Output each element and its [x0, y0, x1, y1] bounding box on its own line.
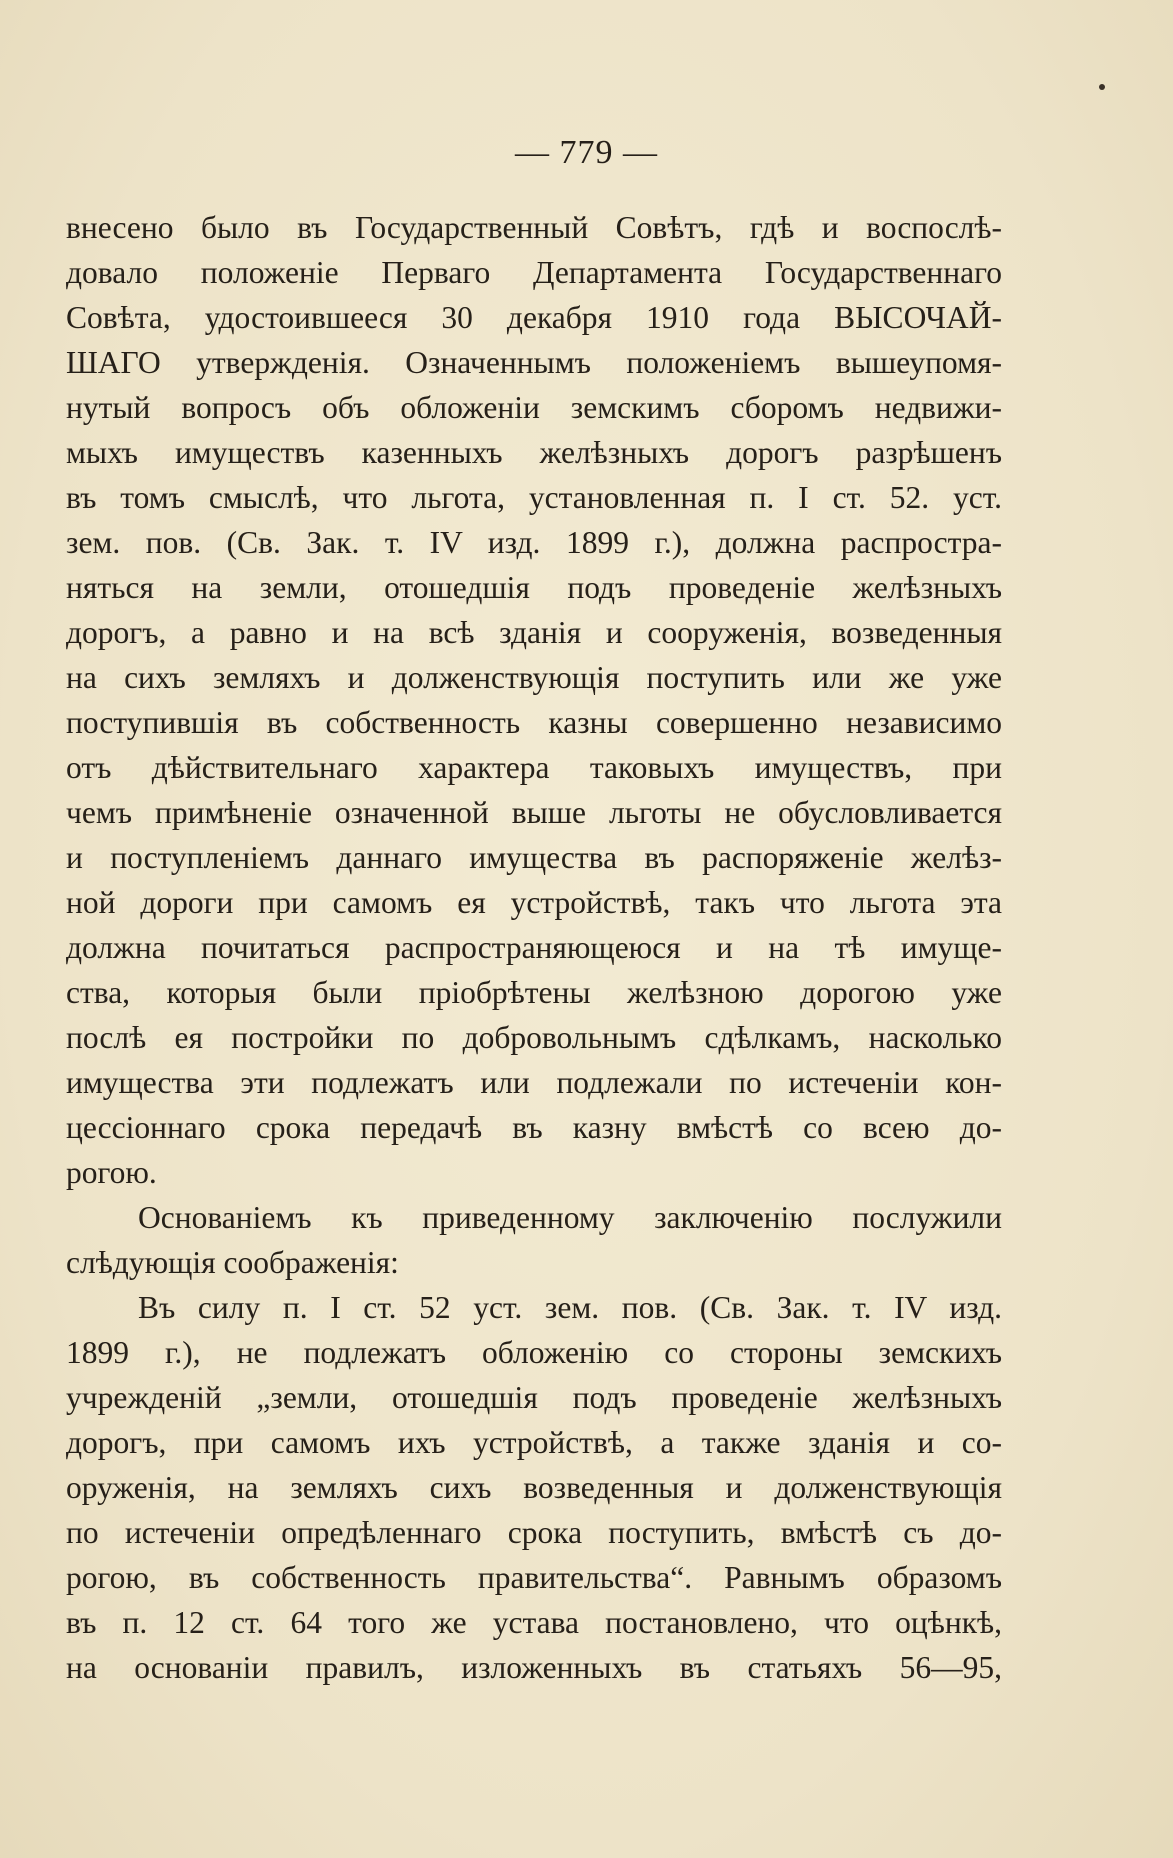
text-line: ШАГО утвержденія. Означеннымъ положеніемъ вышеупомя- — [66, 345, 1002, 380]
text-line: внесено было въ Государственный Совѣтъ, гдѣ и воспослѣ- — [66, 210, 1002, 245]
text-line: отъ дѣйствительнаго характера таковыхъ имуществъ, при — [66, 750, 1002, 785]
text-line: имущества эти подлежатъ или подлежали по истеченіи кон- — [66, 1065, 1002, 1100]
text-line: дорогъ, а равно и на всѣ зданія и сооруженія, возведенныя — [66, 615, 1002, 650]
text-line: цессіоннаго срока передачѣ въ казну вмѣстѣ со всею до- — [66, 1110, 1002, 1145]
text-line: ства, которыя были пріобрѣтены желѣзною дорогою уже — [66, 975, 1002, 1010]
text-line: послѣ ея постройки по добровольнымъ сдѣлкамъ, насколько — [66, 1020, 1002, 1055]
text-line: должна почитаться распространяющеюся и на тѣ имуще- — [66, 930, 1002, 965]
text-line: 1899 г.), не подлежатъ обложенію со стороны земскихъ — [66, 1335, 1002, 1370]
text-line: Въ силу п. I ст. 52 уст. зем. пов. (Св. Зак. т. IV изд. — [138, 1290, 1002, 1325]
text-line: въ томъ смыслѣ, что льгота, установленная п. I ст. 52. уст. — [66, 480, 1002, 515]
text-line: Совѣта, удостоившееся 30 декабря 1910 года ВЫСОЧАЙ- — [66, 300, 1002, 335]
text-line: учрежденій „земли, отошедшія подъ проведеніе желѣзныхъ — [66, 1380, 1002, 1415]
text-line: довало положеніе Перваго Департамента Государственнаго — [66, 255, 1002, 290]
ink-speck — [1099, 84, 1105, 90]
text-line: дорогъ, при самомъ ихъ устройствѣ, а также зданія и со- — [66, 1425, 1002, 1460]
text-line: оруженія, на земляхъ сихъ возведенныя и долженствующія — [66, 1470, 1002, 1505]
text-line: ной дороги при самомъ ея устройствѣ, такъ что льгота эта — [66, 885, 1002, 920]
text-line: на сихъ земляхъ и долженствующія поступить или же уже — [66, 660, 1002, 695]
body-text — [66, 205, 1002, 1690]
text-line: рогою. — [66, 1155, 157, 1190]
text-line: чемъ примѣненіе означенной выше льготы не обусловливается — [66, 795, 1002, 830]
text-line: на основаніи правилъ, изложенныхъ въ статьяхъ 56—95, — [66, 1650, 1002, 1685]
text-line: въ п. 12 ст. 64 того же устава постановлено, что оцѣнкѣ, — [66, 1605, 1002, 1640]
text-line: мыхъ имуществъ казенныхъ желѣзныхъ дорогъ разрѣшенъ — [66, 435, 1002, 470]
page-number: — 779 — — [515, 134, 658, 171]
text-line: няться на земли, отошедшія подъ проведеніе желѣзныхъ — [66, 570, 1002, 605]
text-line: нутый вопросъ объ обложеніи земскимъ сборомъ недвижи- — [66, 390, 1002, 425]
text-line: рогою, въ собственность правительства“. Равнымъ образомъ — [66, 1560, 1002, 1595]
text-line: слѣдующія соображенія: — [66, 1245, 399, 1280]
text-line: зем. пов. (Св. Зак. т. IV изд. 1899 г.), должна распростра- — [66, 525, 1002, 560]
text-line: Основаніемъ къ приведенному заключенію послужили — [138, 1200, 1002, 1235]
text-line: по истеченіи опредѣленнаго срока поступить, вмѣстѣ съ до- — [66, 1515, 1002, 1550]
text-line: поступившія въ собственность казны совершенно независимо — [66, 705, 1002, 740]
text-line: и поступленіемъ даннаго имущества въ распоряженіе желѣз- — [66, 840, 1002, 875]
